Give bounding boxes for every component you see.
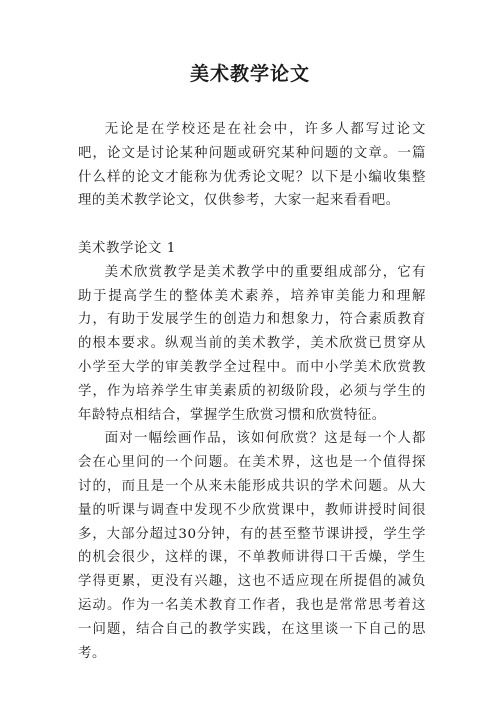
document-title: 美术教学论文 [189, 63, 310, 85]
intro-paragraph: 无论是在学校还是在社会中，许多人都写过论文吧，论文是讨论某种问题或研究某种问题的文章。一篇什么样的论文才能称为优秀论文呢？以下是小编收集整理的美术教学论文，仅供参考，大家一起来看看吧。 [78, 122, 426, 209]
document-body [78, 118, 426, 665]
body-paragraph: 面对一幅绘画作品，该如何欣赏？这是每一个人都会在心里问的一个问题。在美术界，这也是一个值得探讨的，而且是一个从来未能形成共识的学术问题。从大量的听课与调查中发现不少欣赏课中，教师讲授时间很多，大部分超过30分钟，有的甚至整节课讲授，学生学的机会很少，这样的课，不单教师讲得口干舌燥，学生学得更累，更没有兴趣，这也不适应现在所提倡的减负运动。作为一名美术教育工作者，我也是常常思考着这一问题，结合自己的教学实践，在这里谈一下自己的思考。 [78, 431, 426, 661]
section-heading: 美术教学论文 1 [78, 240, 176, 256]
body-paragraph: 美术欣赏教学是美术教学中的重要组成部分，它有助于提高学生的整体美术素养，培养审美能力和理解力，有助于发展学生的创造力和想象力，符合素质教育的根本要求。纵观当前的美术教学，美术欣赏已贯穿从小学至大学的审美教学全过程中。而中小学美术欣赏教学，作为培养学生审美素质的初级阶段，必须与学生的年龄特点相结合，掌握学生欣赏习惯和欣赏特征。 [78, 264, 426, 423]
